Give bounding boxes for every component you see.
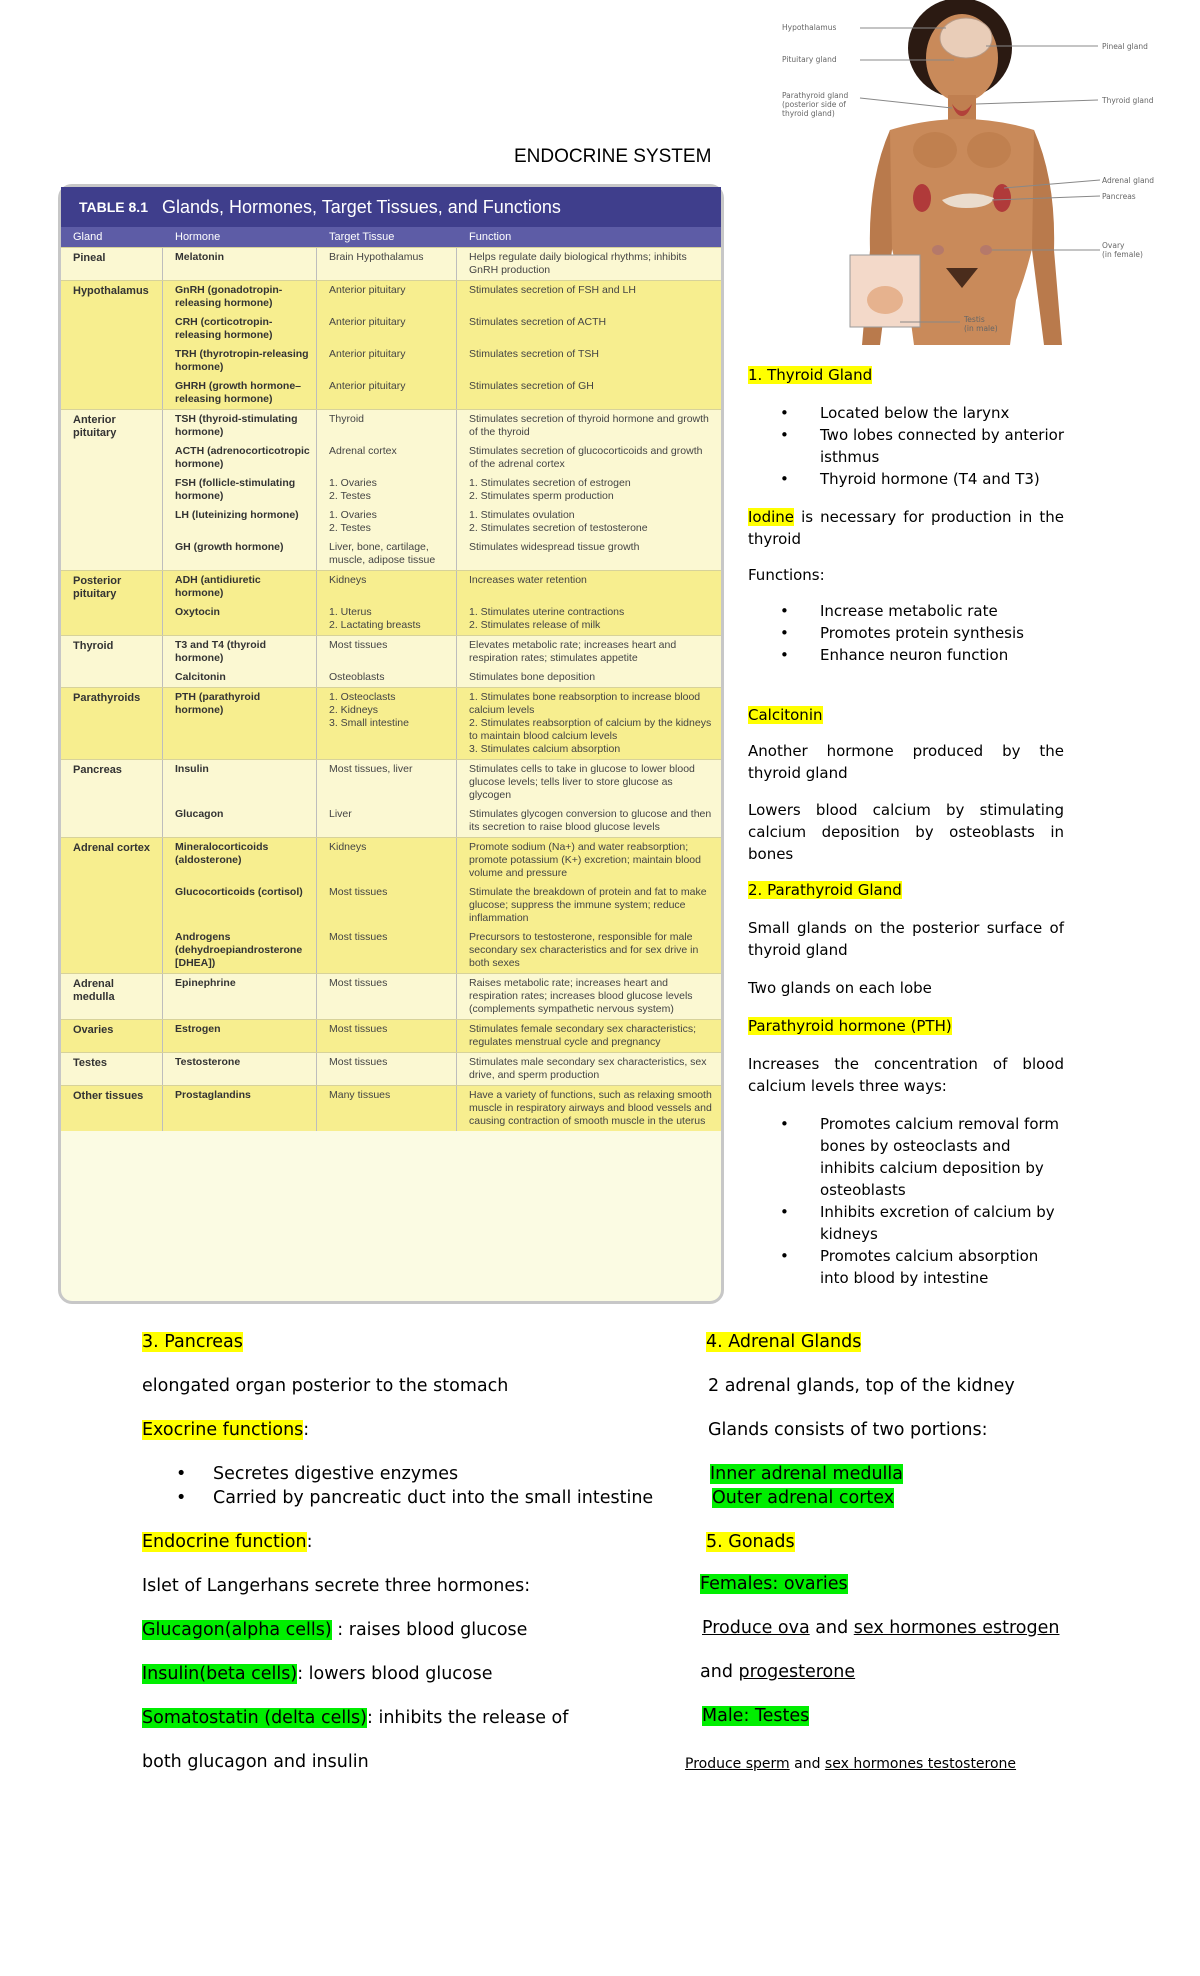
table-row [163, 688, 721, 759]
list-item: • Thyroid hormone (T4 and T3) [748, 468, 1064, 490]
hormone-cell: Oxytocin [163, 603, 317, 635]
and-text: and [789, 1756, 825, 1772]
table-row-group [61, 280, 721, 409]
target-cell: 1. Uterus 2. Lactating breasts [317, 603, 457, 635]
produce-sperm: Produce sperm [685, 1756, 790, 1772]
gonads-heading: 5. Gonads [706, 1532, 795, 1552]
gonads-section [700, 1572, 1059, 1728]
table-title: Glands, Hormones, Target Tissues, and Functions [161, 196, 561, 217]
hormone-cell: CRH (corticotropin-releasing hormone) [163, 313, 317, 345]
label-pituitary: Pituitary gland [782, 55, 837, 64]
table-row [163, 838, 721, 883]
pancreas-heading: 3. Pancreas [142, 1332, 243, 1352]
function-cell: Promote sodium (Na+) and water reabsorption; promote potassium (K+) excretion; maintain blood volume and pressure [469, 841, 701, 879]
hormone-cell: TSH (thyroid-stimulating hormone) [163, 410, 317, 442]
hormone-cell: Calcitonin [163, 668, 317, 687]
function-cell: Stimulates secretion of ACTH [469, 316, 607, 328]
gland-name: Parathyroids [61, 688, 163, 759]
anatomy-figure [770, 0, 1155, 345]
table-row [163, 603, 721, 635]
column-header-gland: Gland [73, 231, 103, 243]
function-cell: Stimulates secretion of thyroid hormone and growth of the thyroid [469, 413, 709, 438]
endocrine-label-line [142, 1530, 653, 1554]
target-cell: Osteoblasts [317, 668, 457, 687]
table-row [163, 442, 721, 474]
table-column-headers [61, 227, 721, 247]
and-text: and [809, 1618, 854, 1638]
table-row [163, 345, 721, 377]
adrenal-heading: 4. Adrenal Glands [706, 1332, 862, 1352]
table-row [163, 883, 721, 928]
list-item: • Promotes protein synthesis [748, 622, 1064, 644]
insulin-text: : lowers blood glucose [297, 1664, 493, 1684]
target-cell: Anterior pituitary [317, 281, 457, 313]
table-row-group [61, 1019, 721, 1052]
table-row-group [61, 1085, 721, 1131]
hormone-cell: ADH (antidiuretic hormone) [163, 571, 317, 603]
label-pancreas: Pancreas [1102, 192, 1136, 201]
colon: : [303, 1420, 310, 1440]
table-row [163, 313, 721, 345]
table-row [163, 1086, 721, 1131]
pth-heading: Parathyroid hormone (PTH) [748, 1017, 952, 1035]
table-row-group [61, 1052, 721, 1085]
islet-text: Islet of Langerhans secrete three hormones: [142, 1576, 531, 1596]
hormone-cell: Prostaglandins [163, 1086, 317, 1131]
list-item: • Carried by pancreatic duct into the small intestine [142, 1486, 653, 1510]
parathyroid-paragraph-3: Increases the concentration of blood calcium levels three ways: [748, 1055, 1064, 1095]
table-row [163, 474, 721, 506]
hormone-cell: PTH (parathyroid hormone) [163, 688, 317, 759]
endocrine-anatomy-illustration [770, 0, 1155, 345]
target-cell: Liver [317, 805, 457, 837]
table-row [163, 668, 721, 687]
pth-bullets [748, 1113, 1064, 1289]
hormone-cell: Glucocorticoids (cortisol) [163, 883, 317, 928]
target-cell: Most tissues [317, 974, 457, 1019]
list-item: • Secretes digestive enzymes [142, 1462, 653, 1486]
function-cell: Stimulates secretion of glucocorticoids and growth of the adrenal cortex [469, 445, 703, 470]
function-cell: 1. Stimulates ovulation 2. Stimulates secretion of testosterone [469, 509, 648, 534]
function-cell: Raises metabolic rate; increases heart and respiration rates; increases blood glucose levels (complements sympathetic nervous system) [469, 977, 693, 1015]
column-header-target: Target Tissue [329, 231, 395, 243]
label-thyroid: Thyroid gland [1102, 96, 1154, 105]
colon: : [306, 1532, 313, 1552]
table-header [61, 187, 721, 227]
function-cell: Stimulates cells to take in glucose to lower blood glucose levels; tells liver to store glucose as glycogen [469, 763, 695, 801]
table-row [163, 248, 721, 280]
hormone-cell: Epinephrine [163, 974, 317, 1019]
function-cell: 1. Stimulates uterine contractions 2. Stimulates release of milk [469, 606, 625, 631]
table-row [163, 928, 721, 973]
male-label: Male: Testes [702, 1706, 810, 1726]
target-cell: Most tissues [317, 1053, 457, 1085]
iodine-text: is necessary for production in the thyroid [748, 508, 1064, 548]
insulin-highlight: Insulin(beta cells) [142, 1664, 298, 1684]
function-cell: Stimulates secretion of GH [469, 380, 594, 392]
exocrine-bullets [142, 1462, 653, 1510]
target-cell: Thyroid [317, 410, 457, 442]
hormone-cell: GH (growth hormone) [163, 538, 317, 570]
list-item: • Promotes calcium absorption into blood by intestine [748, 1245, 1064, 1289]
hormone-cell: ACTH (adrenocorticotropic hormone) [163, 442, 317, 474]
list-item: • Promotes calcium removal form bones by osteoclasts and inhibits calcium deposition by osteoblasts [748, 1113, 1064, 1201]
ovaries-line [700, 1616, 1059, 1640]
list-item: • Two lobes connected by anterior isthmus [748, 424, 1064, 468]
thyroid-section [748, 364, 1064, 1289]
gland-name: Pineal [61, 248, 163, 280]
gland-name: Pancreas [61, 760, 163, 837]
functions-label: Functions: [748, 566, 825, 584]
gland-name: Other tissues [61, 1086, 163, 1131]
hormone-cell: T3 and T4 (thyroid hormone) [163, 636, 317, 668]
table-row [163, 377, 721, 409]
glucagon-highlight: Glucagon(alpha cells) [142, 1620, 332, 1640]
function-cell: 1. Stimulates secretion of estrogen 2. Stimulates sperm production [469, 477, 631, 502]
table-row [163, 506, 721, 538]
and-text: and [700, 1662, 739, 1682]
thyroid-bullets [748, 402, 1064, 490]
calcitonin-paragraph-1: Another hormone produced by the thyroid gland [748, 742, 1064, 782]
table-row-group [61, 837, 721, 973]
hormone-cell: FSH (follicle-stimulating hormone) [163, 474, 317, 506]
target-cell: Anterior pituitary [317, 345, 457, 377]
target-cell: Most tissues [317, 928, 457, 973]
progesterone-line [700, 1660, 1059, 1684]
function-cell: Helps regulate daily biological rhythms; inhibits GnRH production [469, 251, 687, 276]
function-cell: Stimulates female secondary sex characteristics; regulates menstrual cycle and pregnancy [469, 1023, 697, 1048]
table-row-group [61, 635, 721, 687]
thyroid-functions [748, 600, 1064, 666]
hormone-cell: GnRH (gonadotropin-releasing hormone) [163, 281, 317, 313]
progesterone: progesterone [738, 1662, 856, 1682]
pancreas-description: elongated organ posterior to the stomach [142, 1376, 509, 1396]
hormone-cell: Glucagon [163, 805, 317, 837]
table-row [163, 1020, 721, 1052]
iodine-paragraph [748, 506, 1064, 550]
target-cell: Kidneys [317, 571, 457, 603]
hormone-cell: Mineralocorticoids (aldosterone) [163, 838, 317, 883]
parathyroid-heading: 2. Parathyroid Gland [748, 881, 902, 899]
target-cell: Adrenal cortex [317, 442, 457, 474]
function-cell: Stimulates glycogen conversion to glucose and then its secretion to raise blood glucose levels [469, 808, 712, 833]
testes-line [685, 1754, 1016, 1774]
table-body [61, 247, 721, 1131]
table-row-group [61, 247, 721, 280]
target-cell: Most tissues [317, 636, 457, 668]
parathyroid-paragraph-1: Small glands on the posterior surface of thyroid gland [748, 919, 1064, 959]
produce-ova: Produce ova [702, 1618, 810, 1638]
pancreas-section [142, 1330, 653, 1774]
table-row [163, 974, 721, 1019]
hormone-cell: Estrogen [163, 1020, 317, 1052]
function-cell: Increases water retention [469, 574, 587, 586]
hormone-cell: Insulin [163, 760, 317, 805]
insulin-line [142, 1662, 653, 1686]
adrenal-paragraph-1: 2 adrenal glands, top of the kidney [708, 1376, 1015, 1396]
target-cell: Most tissues [317, 1020, 457, 1052]
label-ovary: Ovary (in female) [1102, 241, 1143, 259]
table-row [163, 281, 721, 313]
adrenal-section [706, 1330, 1015, 1554]
function-cell: 1. Stimulates bone reabsorption to increase blood calcium levels 2. Stimulates reabsorption of calcium by the kidneys to maintain blood calcium levels 3. Stimulates calcium absorption [469, 691, 712, 755]
hormone-cell: Androgens (dehydroepiandrosterone [DHEA]) [163, 928, 317, 973]
table-row [163, 636, 721, 668]
function-cell: Stimulates male secondary sex characteristics, sex drive, and sperm production [469, 1056, 707, 1081]
somatostatin-continued: both glucagon and insulin [142, 1752, 369, 1772]
glucagon-text: : raises blood glucose [331, 1620, 528, 1640]
gland-name: Posterior pituitary [61, 571, 163, 635]
target-cell: Anterior pituitary [317, 313, 457, 345]
parathyroid-paragraph-2: Two glands on each lobe [748, 979, 932, 997]
sex-hormones-estrogen: sex hormones estrogen [853, 1618, 1060, 1638]
function-cell: Stimulates secretion of TSH [469, 348, 599, 360]
table-row-group [61, 973, 721, 1019]
table-tag: TABLE 8.1 [79, 199, 148, 215]
target-cell: 1. Ovaries 2. Testes [317, 506, 457, 538]
column-header-hormone: Hormone [175, 231, 221, 243]
target-cell: Most tissues [317, 883, 457, 928]
gland-name: Anterior pituitary [61, 410, 163, 570]
document-title: ENDOCRINE SYSTEM [514, 146, 712, 167]
function-cell: Elevates metabolic rate; increases heart and respiration rates; stimulates appetite [469, 639, 677, 664]
calcitonin-heading: Calcitonin [748, 706, 823, 724]
function-cell: Stimulates widespread tissue growth [469, 541, 640, 553]
sex-hormones-testosterone: sex hormones testosterone [824, 1756, 1017, 1772]
function-cell: Precursors to testosterone, responsible for male secondary sex characteristics and for sex drive in both sexes [469, 931, 699, 969]
adrenal-paragraph-2: Glands consists of two portions: [708, 1420, 988, 1440]
label-hypothalamus: Hypothalamus [782, 23, 837, 32]
column-header-function: Function [469, 231, 512, 243]
somatostatin-highlight: Somatostatin (delta cells) [142, 1708, 368, 1728]
list-item: • Increase metabolic rate [748, 600, 1064, 622]
gland-name: Ovaries [61, 1020, 163, 1052]
exocrine-label: Exocrine functions [142, 1420, 304, 1440]
glands-hormones-table [58, 184, 724, 1304]
gland-name: Adrenal cortex [61, 838, 163, 973]
hormone-cell: Testosterone [163, 1053, 317, 1085]
glucagon-line [142, 1618, 653, 1642]
table-row-group [61, 759, 721, 837]
females-label: Females: ovaries [700, 1574, 848, 1594]
target-cell: Most tissues, liver [317, 760, 457, 805]
gland-name: Testes [61, 1053, 163, 1085]
hormone-cell: TRH (thyrotropin-releasing hormone) [163, 345, 317, 377]
table-row-group [61, 687, 721, 759]
outer-adrenal-cortex: Outer adrenal cortex [712, 1488, 895, 1508]
list-item: • Inhibits excretion of calcium by kidneys [748, 1201, 1064, 1245]
hormone-cell: LH (luteinizing hormone) [163, 506, 317, 538]
inner-adrenal-medulla: Inner adrenal medulla [710, 1464, 903, 1484]
label-adrenal: Adrenal gland [1102, 176, 1155, 185]
function-cell: Have a variety of functions, such as relaxing smooth muscle in respiratory airways and blood vessels and causing contraction of smooth muscle in the uterus [469, 1089, 712, 1127]
target-cell: 1. Osteoclasts 2. Kidneys 3. Small intestine [317, 688, 457, 759]
somatostatin-text: : inhibits the release of [367, 1708, 569, 1728]
table-row [163, 410, 721, 442]
gland-name: Hypothalamus [61, 281, 163, 409]
label-parathyroid: Parathyroid gland (posterior side of thyroid gland) [782, 91, 849, 118]
table-row [163, 571, 721, 603]
target-cell: 1. Ovaries 2. Testes [317, 474, 457, 506]
thyroid-heading: 1. Thyroid Gland [748, 366, 873, 384]
target-cell: Many tissues [317, 1086, 457, 1131]
table-row-group [61, 409, 721, 570]
function-cell: Stimulate the breakdown of protein and fat to make glucose; suppress the immune system; reduce inflammation [469, 886, 707, 924]
target-cell: Kidneys [317, 838, 457, 883]
label-testis: Testis (in male) [964, 315, 998, 333]
target-cell: Brain Hypothalamus [317, 248, 457, 280]
exocrine-label-line [142, 1418, 653, 1442]
table-row-group [61, 570, 721, 635]
function-cell: Stimulates secretion of FSH and LH [469, 284, 636, 296]
table-row [163, 538, 721, 570]
label-pineal: Pineal gland [1102, 42, 1148, 51]
table-row [163, 805, 721, 837]
iodine-highlight: Iodine [748, 508, 795, 526]
target-cell: Anterior pituitary [317, 377, 457, 409]
endocrine-label: Endocrine function [142, 1532, 307, 1552]
list-item: • Enhance neuron function [748, 644, 1064, 666]
gland-name: Adrenal medulla [61, 974, 163, 1019]
table-row [163, 760, 721, 805]
table-row [163, 1053, 721, 1085]
target-cell: Liver, bone, cartilage, muscle, adipose tissue [317, 538, 457, 570]
somatostatin-line [142, 1706, 653, 1730]
hormone-cell: GHRH (growth hormone–releasing hormone) [163, 377, 317, 409]
list-item: • Located below the larynx [748, 402, 1064, 424]
hormone-cell: Melatonin [163, 248, 317, 280]
function-cell: Stimulates bone deposition [469, 671, 596, 683]
gland-name: Thyroid [61, 636, 163, 687]
calcitonin-paragraph-2: Lowers blood calcium by stimulating calcium deposition by osteoblasts in bones [748, 801, 1064, 863]
